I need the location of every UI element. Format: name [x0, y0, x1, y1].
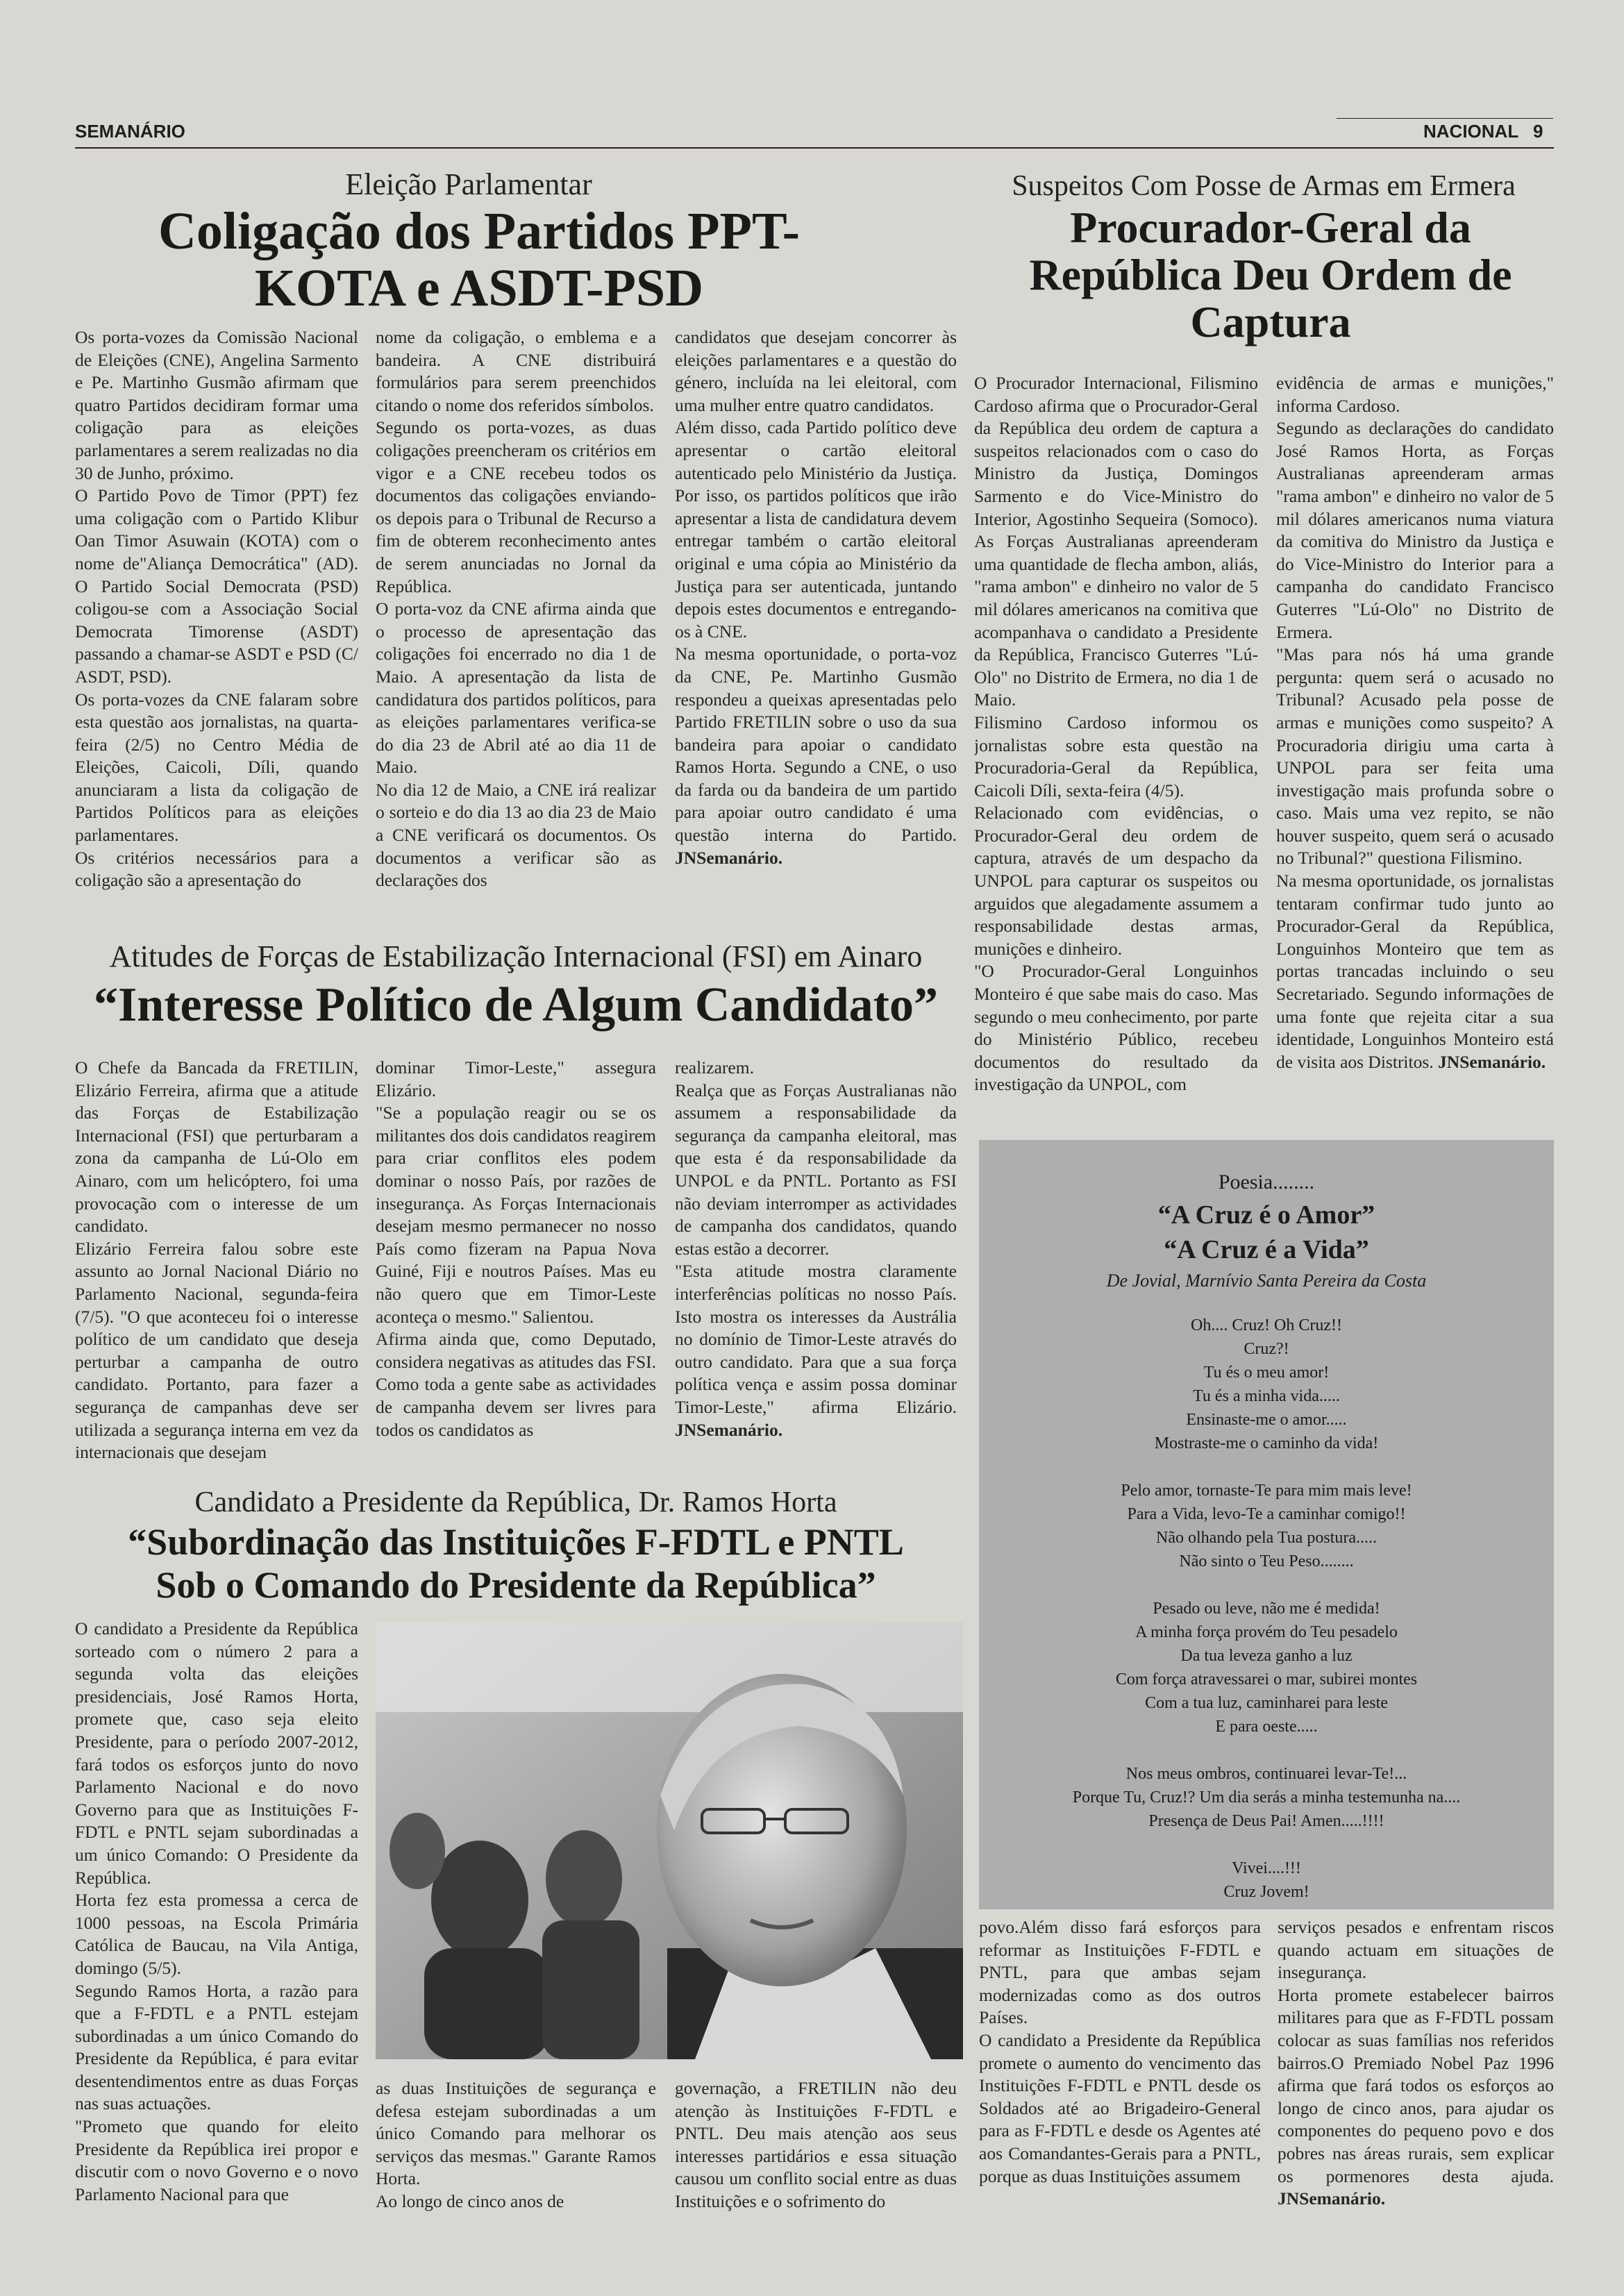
article3-column-2 — [376, 1057, 656, 1473]
paragraph: candidatos que desejam concorrer às eleições parlamentares e a questão do género, incluída na lei eleitoral, com uma mulher entre quatro candidatos. — [675, 327, 957, 415]
article4-column-1 — [75, 1618, 358, 2263]
poem-stanza-3 — [979, 1597, 1554, 1738]
poem-stanza-5 — [979, 1857, 1554, 1904]
poem-label: Poesia........ — [1218, 1171, 1315, 1193]
paragraph: Segundo as declarações do candidato José Ramos Horta, as Forças Australianas apreenderam armas "rama ambon" e dinheiro no valor de 5 mil dólares americanos numa viatura da comitiva do Ministro da Justiça e do Vice-Ministro do Interior para a campanha do candidato Francisco Guterres "Lú-Olo" no Distrito de Ermera. — [1276, 418, 1554, 642]
article3-signature: JNSemanário. — [675, 1419, 783, 1440]
paragraph: Afirma ainda que, como Deputado, considera negativas as atitudes das FSI. Como toda a gente sabe as actividades de campanha devem ser livres para todos os candidatos as — [376, 1329, 656, 1440]
paragraph — [1276, 870, 1554, 1073]
poem-box — [979, 1140, 1554, 1909]
paragraph: povo.Além disso fará esforços para reformar as Instituições F-FDTL e PNTL, para que ambas sejam modernizadas como as dos outros Países. — [979, 1917, 1261, 2028]
paragraph: as duas Instituições de segurança e defesa estejam subordinadas a um único Comando para melhorar os serviços das mesmas." Garante Ramos Horta. — [376, 2078, 656, 2189]
poem-line: Vivei....!!! — [1232, 1859, 1301, 1877]
poem-line: Oh.... Cruz! Oh Cruz!! — [1191, 1316, 1342, 1334]
section-label — [1423, 121, 1543, 142]
section-name: NACIONAL — [1423, 121, 1518, 142]
article1-kicker: Eleição Parlamentar — [345, 167, 592, 201]
header-rule — [75, 147, 1554, 149]
paragraph: realizarem. — [675, 1057, 754, 1078]
article3-column-3 — [675, 1057, 957, 1473]
article1-column-1 — [75, 326, 358, 923]
paragraph — [1278, 1984, 1554, 2211]
paragraph: Segundo Ramos Horta, a razão para que a F-FDTL e a PNTL estejam subordinadas a um único Comando do Presidente da República, é para evitar desentendimentos entre as duas Forças nas suas actuações. — [75, 1980, 358, 2114]
paragraph: "Se a população reagir ou se os militantes dos dois candidatos reagirem para criar conflitos eles podem dominar o nosso País, por razões de insegurança. As Forças Internacionais desejam mesmo permanecer no nosso País como fizeram na Papua Nova Guiné, Fiji e noutros Países. Mas eu não quero que em Timor-Leste aconteça o mesmo." Salientou. — [376, 1103, 656, 1327]
poem-line: Ensinaste-me o amor..... — [1186, 1411, 1347, 1429]
article3-kicker: Atitudes de Forças de Estabilização Internacional (FSI) em Ainaro — [109, 939, 923, 973]
paragraph-text: Horta promete estabelecer bairros militares para que as F-FDTL possam colocar as suas famílias nos referidos bairros.O Premiado Nobel Paz 1996 afirma que fará todos os esforços ao longo de cinco anos, para ajudar os componentes do pequeno povo e dos pobres nas áreas rurais, sem explicar os pormenores desta ajuda. — [1278, 1984, 1554, 2186]
paragraph: "Mas para nós há uma grande pergunta: quem será o acusado no Tribunal? Acusado pela posse de armas e munições como suspeito? A Procuradoria dirigiu uma carta à UNPOL para ser feita uma investigação mais profunda sobre o caso. Mais uma vez repito, se não houver suspeito, quem será o acusado no Tribunal?" questiona Filismino. — [1276, 644, 1554, 869]
poem-author: De Jovial, Marnívio Santa Pereira da Costa — [1106, 1271, 1427, 1291]
paragraph: "Prometo que quando for eleito Presidente da República irei propor e discutir com o novo Governo e o novo Parlamento Nacional para que — [75, 2116, 358, 2204]
article4-headline-line-1: “Subordinação das Instituições F-FDTL e PNTL — [128, 1521, 904, 1563]
masthead-left: SEMANÁRIO — [75, 121, 185, 142]
poem-line: Cruz Jovem! — [1223, 1883, 1309, 1901]
portrait-illustration — [376, 1622, 963, 2059]
page-number: 9 — [1532, 121, 1543, 142]
article2-column-2 — [1276, 372, 1554, 1129]
poem-line: Nos meus ombros, continuarei levar-Te!... — [1125, 1765, 1407, 1783]
article1-headline: Coligação dos Partidos PPT-KOTA e ASDT-PSD — [158, 202, 800, 318]
paragraph: nome da coligação, o emblema e a bandeira. A CNE distribuirá formulários para serem preenchidos citando o nome dos referidos símbolos. — [376, 327, 656, 415]
poem-line: E para oeste..... — [1215, 1718, 1318, 1736]
paragraph: Relacionado com evidências, o Procurador-Geral deu ordem de captura, através de um despacho da UNPOL para capturar os suspeitos ou arguidos que alegadamente assumem a responsabilidade destas armas, munições e dinheiro. — [974, 803, 1258, 959]
header-rule-right — [1337, 118, 1553, 119]
paragraph: Ao longo de cinco anos de — [376, 2190, 564, 2211]
paragraph: Segundo os porta-vozes, as duas coligações preencheram os critérios em vigor e a CNE recebeu todos os documentos das coligações enviando-os depois para o Tribunal de Recurso a fim de obterem reconhecimento antes de serem anunciadas no Jornal da República. — [376, 417, 656, 596]
paragraph — [675, 643, 957, 869]
poem-title-1: “A Cruz é o Amor” — [1157, 1200, 1375, 1230]
paragraph-text: Na mesma oportunidade, o porta-voz da CNE, Pe. Martinho Gusmão respondeu a queixas apresentadas pelo Partido FRETILIN sobre o uso da sua bandeira para apoiar o candidato Ramos Horta. Segundo a CNE, o uso da farda ou da bandeira de um partido para apoiar outro candidato é uma questão interna do Partido. — [675, 644, 957, 846]
article2-signature: JNSemanário. — [1438, 1051, 1546, 1072]
poem-line: Com força atravessarei o mar, subirei montes — [1115, 1670, 1418, 1689]
paragraph: O porta-voz da CNE afirma ainda que o processo de apresentação das coligações foi encerrado no dia 1 de Maio. A apresentação da lista de candidatura dos partidos políticos, para as eleições parlamentares verifica-se do dia 23 de Abril até ao dia 11 de Maio. — [376, 598, 656, 778]
poem-line: Pelo amor, tornaste-Te para mim mais leve! — [1121, 1482, 1412, 1500]
article4-column-4 — [979, 1916, 1261, 2229]
poem-line: A minha força provém do Teu pesadelo — [1135, 1623, 1398, 1641]
poem-line: Não olhando pela Tua postura..... — [1156, 1529, 1377, 1547]
poem-line: Não sinto o Teu Peso........ — [1179, 1552, 1354, 1570]
article1-column-3 — [675, 326, 957, 923]
paragraph: governação, a FRETILIN não deu atenção às Instituições F-FDTL e PNTL. Deu mais atenção aos seus interesses partidários e essa situação causou um conflito social entre as duas Instituições e o sofrimento do — [675, 2078, 957, 2211]
poem-line: Pesado ou leve, não me é medida! — [1153, 1600, 1380, 1618]
article4-column-5 — [1278, 1916, 1554, 2229]
paragraph: O candidato a Presidente da República promete o aumento do vencimento das Instituições F-FDTL e PNTL desde os Soldados até ao Brigadeiro-General para as F-FDTL e desde os Agentes até aos Comandantes-Gerais para a PNTL, porque as duas Instituições assumem — [979, 2029, 1261, 2186]
paragraph — [675, 1260, 957, 1441]
paragraph: O candidato a Presidente da República sorteado com o número 2 para a segunda volta das eleições presidenciais, José Ramos Horta, promete que, caso seja eleito Presidente, para o período 2007-2012, fará todos os esforços junto do novo Parlamento Nacional e do novo Governo para que as Instituições F-FDTL e PNTL sejam subordinadas a um único Comando: O Presidente da República. — [75, 1618, 358, 1888]
poem-title-2: “A Cruz é a Vida” — [1164, 1235, 1369, 1264]
paragraph: Os porta-vozes da Comissão Nacional de Eleições (CNE), Angelina Sarmento e Pe. Martinho Gusmão afirmam que quatro Partidos decidiram formar uma coligação para as eleições parlamentares a serem realizadas no dia 30 de Junho, próximo. — [75, 327, 358, 483]
article2-headline: Procurador-Geral da República Deu Ordem de Captura — [1029, 203, 1512, 346]
paragraph: Horta fez esta promessa a cerca de 1000 pessoas, na Escola Primária Católica de Baucau, na Vila Antiga, domingo (5/5). — [75, 1890, 358, 1978]
poem-line: Porque Tu, Cruz!? Um dia serás a minha testemunha na.... — [1072, 1788, 1461, 1807]
article4-headline-line-2: Sob o Comando do Presidente da República” — [156, 1564, 876, 1606]
paragraph: "O Procurador-Geral Longuinhos Monteiro é que sabe mais do caso. Mas segundo o meu conhecimento, por parte do Ministério Público, recebeu documentos do resultado da investigação da UNPOL, com — [974, 961, 1258, 1095]
paragraph: Filismino Cardoso informou os jornalistas sobre esta questão na Procuradoria-Geral da República, Caicoli Díli, sexta-feira (4/5). — [974, 712, 1258, 801]
paragraph: Os porta-vozes da CNE falaram sobre esta questão aos jornalistas, na quarta-feira (2/5) no Centro Média de Eleições, Caicoli, Díli, quando anunciaram a lista da coligação de Partidos Políticos para as eleições parlamentares. — [75, 689, 358, 846]
poem — [979, 1140, 1554, 1904]
paragraph: serviços pesados e enfrentam riscos quando actuam em situações de insegurança. — [1278, 1917, 1554, 1983]
article3-headline: “Interesse Político de Algum Candidato” — [94, 978, 938, 1032]
article2-kicker: Suspeitos Com Posse de Armas em Ermera — [1012, 170, 1516, 202]
article4-kicker: Candidato a Presidente da República, Dr. Ramos Horta — [194, 1486, 837, 1518]
paragraph: Além disso, cada Partido político deve apresentar o cartão eleitoral autenticado pelo Ministério da Justiça. Por isso, os partidos políticos que irão apresentar a lista de candidatura devem entregar também o cartão eleitoral original e uma cópia ao Ministério da Justiça para ser autenticada, juntando depois estes documentos e entregando-os à CNE. — [675, 417, 957, 642]
poem-line: Presença de Deus Pai! Amen.....!!!! — [1148, 1812, 1384, 1830]
article1-column-2 — [376, 326, 656, 923]
paragraph: O Partido Povo de Timor (PPT) fez uma coligação com o Partido Klibur Oan Timor Asuwain (KOTA) com o nome de"Aliança Democrática" (AD). O Partido Social Democrata (PSD) coligou-se com a Associação Social Democrata Timorense (ASDT) passando a chamar-se ASDT e PSD (C/ ASDT, PSD). — [75, 485, 358, 687]
paragraph: Elizário Ferreira falou sobre este assunto ao Jornal Nacional Diário no Parlamento Nacional, segunda-feira (7/5). "O que aconteceu foi o interesse político de um candidato que deseja perturbar a campanha de outro candidato. Portanto, para fazer a segurança de campanhas deve ser utilizada a segurança interna em vez da internacionais que desejam — [75, 1238, 358, 1463]
poem-line: Cruz?! — [1244, 1340, 1289, 1358]
article4-column-2 — [376, 2077, 656, 2230]
poem-line: Com a tua luz, caminharei para leste — [1145, 1694, 1388, 1712]
poem-line: Mostraste-me o caminho da vida! — [1154, 1434, 1379, 1452]
paragraph: No dia 12 de Maio, a CNE irá realizar o sorteio e do dia 13 ao dia 23 de Maio a CNE verificará os documentos. Os documentos a verificar são as declarações dos — [376, 779, 656, 891]
paragraph: evidência de armas e munições," informa Cardoso. — [1276, 373, 1554, 416]
article4-signature: JNSemanário. — [1278, 2188, 1386, 2209]
article3-column-1 — [75, 1057, 358, 1473]
poem-stanza-1 — [979, 1314, 1554, 1455]
paragraph: dominar Timor-Leste," assegura Elizário. — [376, 1057, 656, 1100]
poem-line: Para a Vida, levo-Te a caminhar comigo!! — [1127, 1505, 1406, 1523]
paragraph-text: "Esta atitude mostra claramente interferências políticas no nosso País. Isto mostra os interesses da Austrália no domínio de Timor-Leste através do outro candidato. Para que a sua força política vença e assim possa dominar Timor-Leste," afirma Elizário. — [675, 1261, 957, 1417]
paragraph: Realça que as Forças Australianas não assumem a responsabilidade da segurança da campanha eleitoral, mas que esta é da responsabilidade da UNPOL e da PNTL. Portanto as FSI não deviam interromper as actividades de campanha dos candidatos, quando estas estão a decorrer. — [675, 1080, 957, 1259]
paragraph: O Procurador Internacional, Filismino Cardoso afirma que o Procurador-Geral da República deu ordem de captura a suspeitos relacionados com o caso do Ministro da Justiça, Domingos Sarmento e do Vice-Ministro do Interior, Agostinho Sequeira (Somoco). As Forças Australianas apreenderam uma quantidade de flecha ambon, aliás, "rama ambon" e dinheiro no valor de 5 mil dólares americanos na comitiva que acompanhava o candidato a Presidente da República, Francisco Guterres "Lú-Olo" no Distrito de Ermera, no dia 1 de Maio. — [974, 373, 1258, 710]
paragraph: O Chefe da Bancada da FRETILIN, Elizário Ferreira, afirma que a atitude das Forças de Estabilização Internacional (FSI) que perturbaram a zona da campanha de Lú-Olo em Ainaro, com um helicóptero, foi uma provocação com o interesse de um candidato. — [75, 1057, 358, 1237]
poem-line: Da tua leveza ganho a luz — [1180, 1647, 1353, 1665]
article1-signature: JNSemanário. — [675, 847, 783, 868]
poem-stanza-4 — [979, 1762, 1554, 1833]
poem-line: Tu és a minha vida..... — [1193, 1387, 1340, 1405]
article2-column-1 — [974, 372, 1258, 1129]
poem-stanza-2 — [979, 1479, 1554, 1573]
article4-column-3 — [675, 2077, 957, 2230]
ramos-horta-photo — [376, 1622, 963, 2059]
paragraph-text: Na mesma oportunidade, os jornalistas tentaram confirmar tudo junto ao Procurador-Geral da República, Longuinhos Monteiro que tem as portas trancadas incluindo o seu Secretariado. Segundo informações de uma fonte que rejeita citar a sua identidade, Longuinhos Monteiro está de visita aos Distritos. — [1276, 871, 1554, 1072]
paragraph: Os critérios necessários para a coligação são a apresentação do — [75, 847, 358, 891]
poem-line: Tu és o meu amor! — [1203, 1364, 1330, 1382]
